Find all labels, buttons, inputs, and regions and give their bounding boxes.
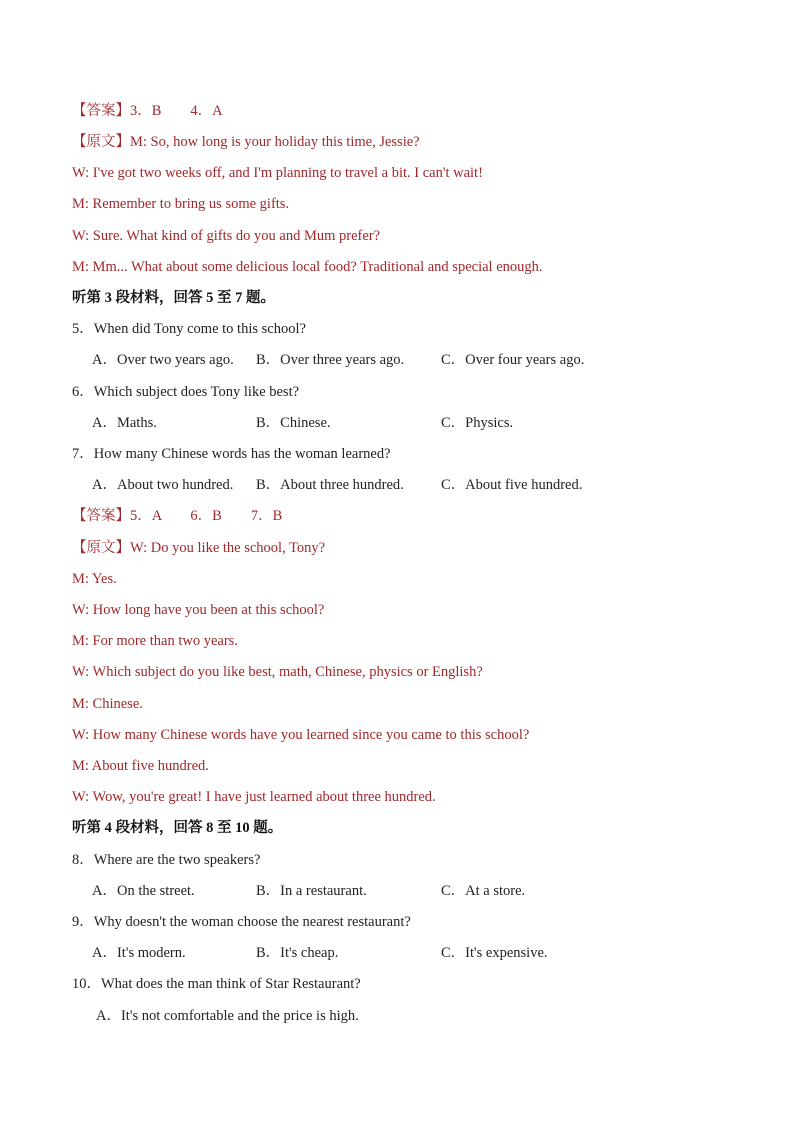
option-a: A．It's modern.: [92, 945, 186, 961]
question-9: 9．Why doesn't the woman choose the nearest restaurant?: [72, 914, 411, 930]
transcript-line: W: How many Chinese words have you learned since you came to this school?: [72, 727, 530, 743]
option-b: B．About three hundred.: [256, 477, 404, 493]
answer-line: 【答案】5．A 6．B 7．B: [72, 508, 283, 524]
transcript-line: M: For more than two years.: [72, 633, 238, 649]
transcript-line: M: Yes.: [72, 571, 117, 587]
option-c: C．It's expensive.: [441, 945, 548, 961]
question-6: 6．Which subject does Tony like best?: [72, 384, 300, 400]
question-10: 10．What does the man think of Star Restaurant?: [72, 976, 361, 992]
option-c: C．Over four years ago.: [441, 352, 585, 368]
transcript-line: M: Mm... What about some delicious local food? Traditional and special enough.: [72, 259, 543, 275]
option-a: A．It's not comfortable and the price is high.: [96, 1008, 359, 1024]
transcript-line: M: About five hundred.: [72, 758, 209, 774]
transcript-line: W: Wow, you're great! I have just learned about three hundred.: [72, 789, 436, 805]
option-a: A．Over two years ago.: [92, 352, 234, 368]
option-b: B．Chinese.: [256, 415, 331, 431]
answer-line: 【答案】3．B 4．A: [72, 103, 223, 119]
option-c: C．At a store.: [441, 883, 526, 899]
option-a: A．About two hundred.: [92, 477, 234, 493]
option-a: A．On the street.: [92, 883, 195, 899]
option-b: B．In a restaurant.: [256, 883, 367, 899]
section-heading: 听第 4 段材料，回答 8 至 10 题。: [72, 820, 283, 836]
option-c: C．About five hundred.: [441, 477, 583, 493]
transcript-line: 【原文】W: Do you like the school, Tony?: [72, 540, 326, 556]
question-8: 8．Where are the two speakers?: [72, 852, 261, 868]
option-b: B．Over three years ago.: [256, 352, 405, 368]
transcript-line: 【原文】M: So, how long is your holiday this time, Jessie?: [72, 134, 420, 150]
transcript-line: W: How long have you been at this school?: [72, 602, 325, 618]
option-b: B．It's cheap.: [256, 945, 339, 961]
question-5: 5．When did Tony come to this school?: [72, 321, 306, 337]
question-7: 7．How many Chinese words has the woman learned?: [72, 446, 391, 462]
transcript-line: W: Which subject do you like best, math, Chinese, physics or English?: [72, 664, 483, 680]
transcript-line: M: Remember to bring us some gifts.: [72, 196, 290, 212]
section-heading: 听第 3 段材料，回答 5 至 7 题。: [72, 290, 275, 306]
transcript-line: M: Chinese.: [72, 696, 143, 712]
option-a: A．Maths.: [92, 415, 157, 431]
option-c: C．Physics.: [441, 415, 514, 431]
transcript-line: W: Sure. What kind of gifts do you and Mum prefer?: [72, 228, 381, 244]
transcript-line: W: I've got two weeks off, and I'm planning to travel a bit. I can't wait!: [72, 165, 483, 181]
